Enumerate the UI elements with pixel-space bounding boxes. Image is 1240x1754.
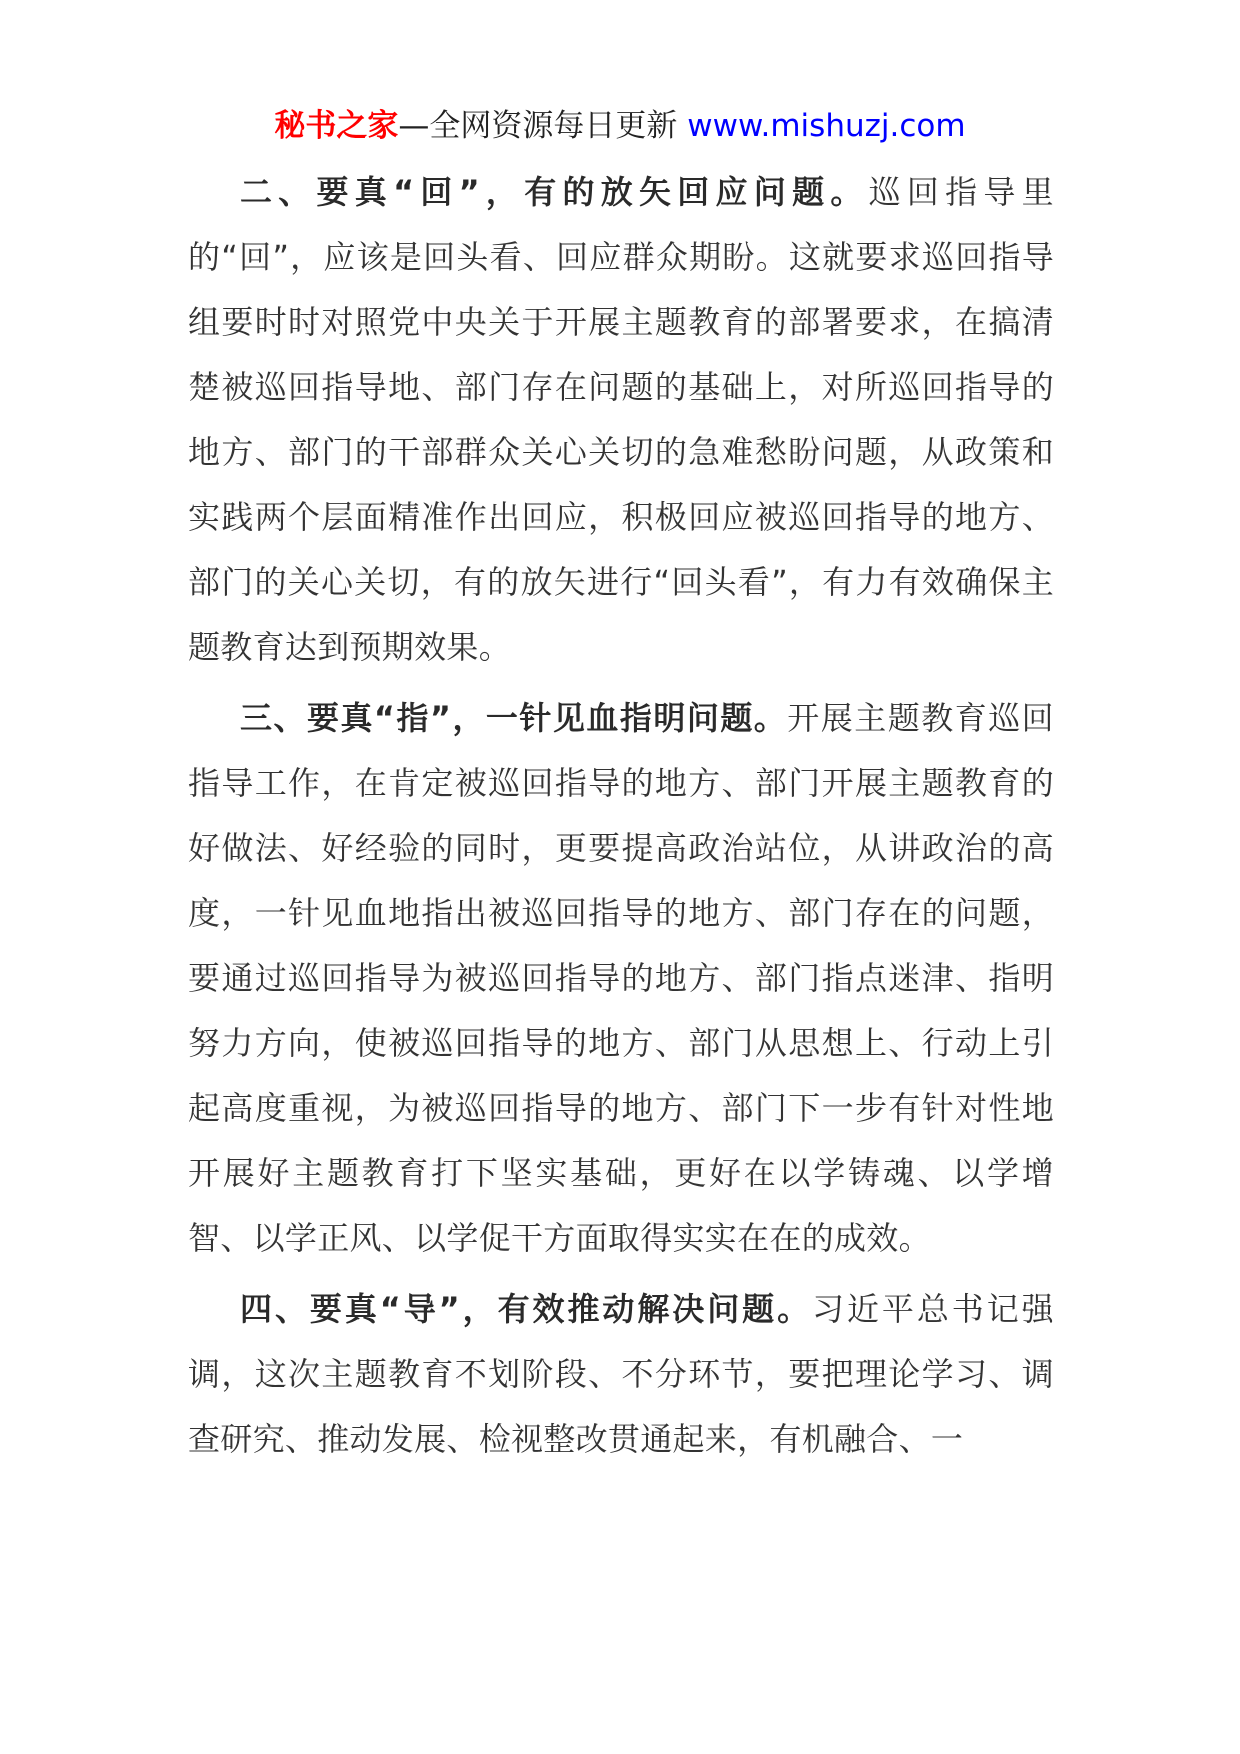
paragraph-heading: 二、要真“回”，有的放矢回应问题。 [240, 173, 869, 211]
paragraph-section-4 [188, 1277, 1054, 1472]
site-url-link[interactable]: www.mishuzj.com [687, 108, 966, 144]
site-header [0, 98, 1240, 154]
paragraph-heading: 三、要真“指”，一针见血指明问题。 [240, 699, 788, 737]
paragraph-text: 开展主题教育巡回指导工作，在肯定被巡回指导的地方、部门开展主题教育的好做法、好经验的同时，更要提高政治站位，从讲政治的高度，一针见血地指出被巡回指导的地方、部门存在的问题，要通过巡回指导为被巡回指导的地方、部门指点迷津、指明努力方向，使被巡回指导的地方、部门从思想上、行动上引起高度重视，为被巡回指导的地方、部门下一步有针对性地开展好主题教育打下坚实基础，更好在以学铸魂、以学增智、以学正风、以学促干方面取得实实在在的成效。 [188, 699, 1054, 1257]
paragraph-heading: 四、要真“导”，有效推动解决问题。 [240, 1290, 813, 1328]
document-body [188, 160, 1054, 1478]
site-tagline: —全网资源每日更新 [398, 108, 678, 144]
paragraph-text: 习近平总书记强调，这次主题教育不划阶段、不分环节，要把理论学习、调查研究、推动发展、检视整改贯通起来，有机融合、一 [188, 1290, 1054, 1458]
site-name: 秘书之家 [274, 108, 399, 144]
paragraph-section-2 [188, 160, 1054, 680]
paragraph-section-3 [188, 686, 1054, 1271]
paragraph-text: 巡回指导里的“回”，应该是回头看、回应群众期盼。这就要求巡回指导组要时时对照党中央关于开展主题教育的部署要求，在搞清楚被巡回指导地、部门存在问题的基础上，对所巡回指导的地方、部门的干部群众关心关切的急难愁盼问题，从政策和实践两个层面精准作出回应，积极回应被巡回指导的地方、部门的关心关切，有的放矢进行“回头看”，有力有效确保主题教育达到预期效果。 [188, 173, 1054, 666]
